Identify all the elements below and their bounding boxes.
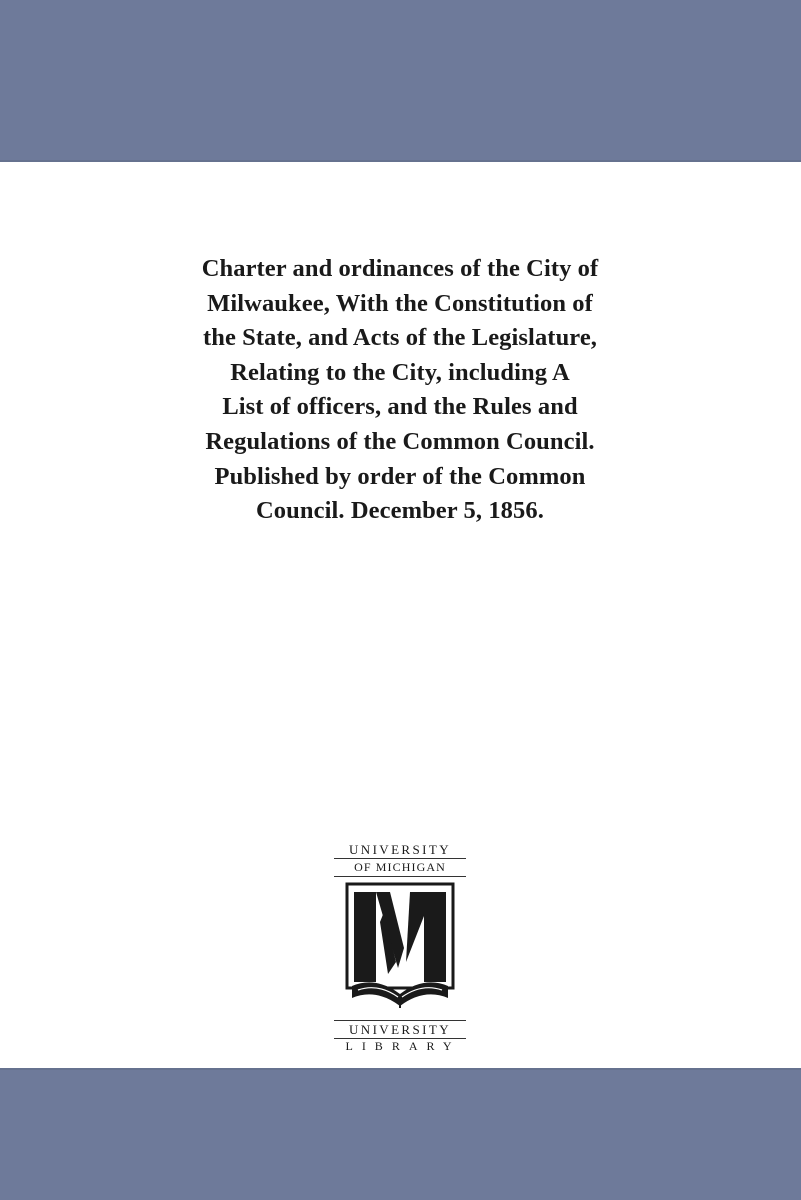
- logo-rule: [334, 876, 466, 877]
- logo-text-of-michigan: OF MICHIGAN: [354, 860, 446, 874]
- university-library-logo: [330, 840, 470, 1060]
- title-line: the State, and Acts of the Legislature,: [202, 324, 598, 352]
- title-line: List of officers, and the Rules and: [222, 393, 578, 421]
- bottom-color-band: [0, 1068, 801, 1200]
- title-line: Published by order of the Common: [214, 462, 586, 490]
- logo-text-library: LIBRARY: [345, 1039, 461, 1053]
- logo-rule: [334, 858, 466, 859]
- top-color-band: [0, 0, 801, 162]
- title-line: Charter and ordinances of the City of: [201, 255, 599, 282]
- title-line: Regulations of the Common Council.: [205, 427, 595, 455]
- logo-text-university: UNIVERSITY: [349, 842, 451, 857]
- title-line: Relating to the City, including A: [230, 358, 570, 386]
- title-line: Council. December 5, 1856.: [256, 497, 544, 525]
- logo-text-university-bottom: UNIVERSITY: [349, 1022, 451, 1037]
- logo-rule: [334, 1020, 466, 1021]
- book-title: [110, 252, 690, 529]
- title-line: Milwaukee, With the Constitution of: [207, 289, 593, 317]
- block-m-book-icon: [344, 882, 456, 1018]
